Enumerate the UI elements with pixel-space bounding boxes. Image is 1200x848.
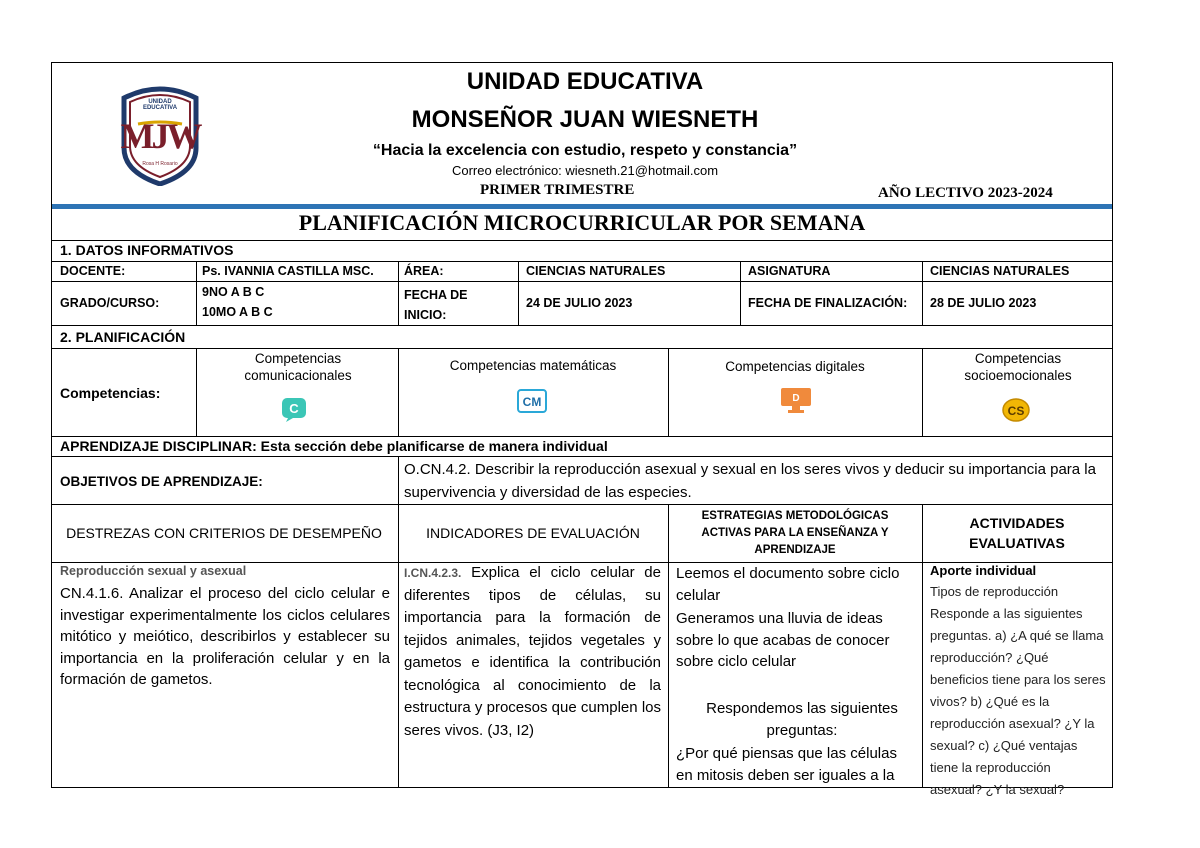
document-title: PLANIFICACIÓN MICROCURRICULAR POR SEMANA [298, 210, 866, 235]
indicador-code: I.CN.4.2.3. [404, 566, 462, 580]
section1-heading: 1. DATOS INFORMATIVOS [60, 242, 234, 258]
docente-label: DOCENTE: [60, 264, 126, 278]
socioemocional-icon [1000, 396, 1032, 424]
objetivos-label: OBJETIVOS DE APRENDIZAJE: [60, 474, 263, 489]
inicio-value: 24 DE JULIO 2023 [526, 296, 633, 310]
matematica-icon [516, 388, 548, 414]
area-label: ÁREA: [404, 264, 444, 278]
fin-label: FECHA DE FINALIZACIÓN: [748, 296, 908, 310]
col-header-actividades [922, 504, 1112, 562]
logo-bottom-text: Rosa H Rosario [142, 161, 178, 167]
header-divider-bar [52, 204, 1112, 209]
svg-text:MJW: MJW [120, 116, 200, 156]
asignatura-label: ASIGNATURA [748, 264, 831, 278]
competencias-label: Competencias: [60, 385, 161, 401]
svg-text:D: D [792, 393, 800, 404]
grado-value-2: 10MO A B C [202, 305, 273, 319]
school-name-line2: MONSEÑOR JUAN WIESNETH [411, 106, 759, 133]
actividad-title: Aporte individual [930, 563, 1037, 578]
school-name-line1: UNIDAD EDUCATIVA [466, 68, 704, 95]
competencia-digital: Competencias digitales [725, 359, 865, 374]
aprendizaje-disciplinar: APRENDIZAJE DISCIPLINAR: Esta sección debe planificarse de manera individual [60, 438, 608, 454]
col-header-indicadores [398, 504, 668, 562]
term-label: PRIMER TRIMESTRE [480, 182, 635, 198]
docente-value: Ps. IVANNIA CASTILLA MSC. [202, 264, 374, 278]
competencia-comunicacional: Competencias comunicacionales [244, 351, 352, 383]
grado-label: GRADO/CURSO: [60, 296, 160, 310]
competencia-socioemocional: Competencias socioemocionales [964, 351, 1072, 383]
digital-icon [778, 386, 814, 414]
inicio-label: FECHA DE INICIO: [404, 288, 468, 322]
school-logo [118, 86, 202, 186]
estrategia-2: Generamos una lluvia de ideas sobre lo que acabas de conocer sobre ciclo celular [676, 610, 890, 670]
svg-text:C: C [289, 401, 299, 416]
area-value: CIENCIAS NATURALES [526, 264, 666, 278]
estrategia-1: Leemos el documento sobre ciclo celular [676, 565, 900, 604]
comunicacional-icon [280, 396, 308, 422]
competencia-matematica: Competencias matemáticas [449, 358, 617, 373]
col-header-estrategias-text: ESTRATEGIAS METODOLÓGICAS ACTIVAS PARA LA ENSEÑANZA Y APRENDIZAJE [701, 509, 889, 556]
col-header-estrategias [668, 504, 922, 562]
indicador-text [404, 562, 661, 742]
estrategia-4: ¿Por qué piensas que las células en mitosis deben ser iguales a la [676, 745, 897, 784]
col-header-destrezas-text: DESTREZAS CON CRITERIOS DE DESEMPEÑO [66, 525, 382, 541]
grado-value-1: 9NO A B C [202, 285, 265, 299]
destreza-text: CN.4.1.6. Analizar el proceso del ciclo celular e investigar experimentalmente los ciclos celulares mitótico y meiótico, describirlos y establecer su importancia en la proliferación celular y en la formación de gametos. [60, 585, 390, 688]
actividad-text: Tipos de reproducción Responde a las siguientes preguntas. a) ¿A qué se llama reproducción? ¿Qué beneficios tiene para los seres vivos? b) ¿Qué es la reproducción asexual? ¿Y la sexual? c) ¿Qué ventajas tiene la reproducción asexual? ¿Y la sexual? [930, 584, 1106, 797]
logo-top-text: UNIDAD EDUCATIVA [142, 99, 178, 111]
section2-heading: 2. PLANIFICACIÓN [60, 329, 186, 345]
svg-text:CM: CM [522, 395, 542, 409]
school-motto: “Hacia la excelencia con estudio, respeto y constancia” [372, 142, 798, 159]
fin-value: 28 DE JULIO 2023 [930, 296, 1037, 310]
school-year: AÑO LECTIVO 2023-2024 [878, 185, 1053, 201]
col-header-actividades-text: ACTIVIDADES EVALUATIVAS [969, 515, 1065, 551]
destreza-title: Reproducción sexual y asexual [60, 564, 247, 578]
objetivos-value: O.CN.4.2. Describir la reproducción asexual y sexual en los seres vivos y deducir su importancia para la supervivencia y diversidad de las especies. [404, 461, 1096, 501]
school-email: Correo electrónico: wiesneth.21@hotmail.com [451, 163, 719, 178]
asignatura-value: CIENCIAS NATURALES [930, 264, 1070, 278]
estrategia-3: Respondemos las siguientes preguntas: [706, 700, 898, 739]
col-header-indicadores-text: INDICADORES DE EVALUACIÓN [426, 525, 640, 541]
svg-text:CS: CS [1007, 404, 1025, 418]
indicador-description: Explica el ciclo celular de diferentes tipos de células, su importancia para la formación de tejidos animales, tejidos vegetales y gametos e identifica la contribución tecnológica al conocimiento de la estructura y procesos que cumplen los seres vivos. (J3, I2) [404, 564, 661, 739]
col-header-destrezas [52, 504, 396, 562]
